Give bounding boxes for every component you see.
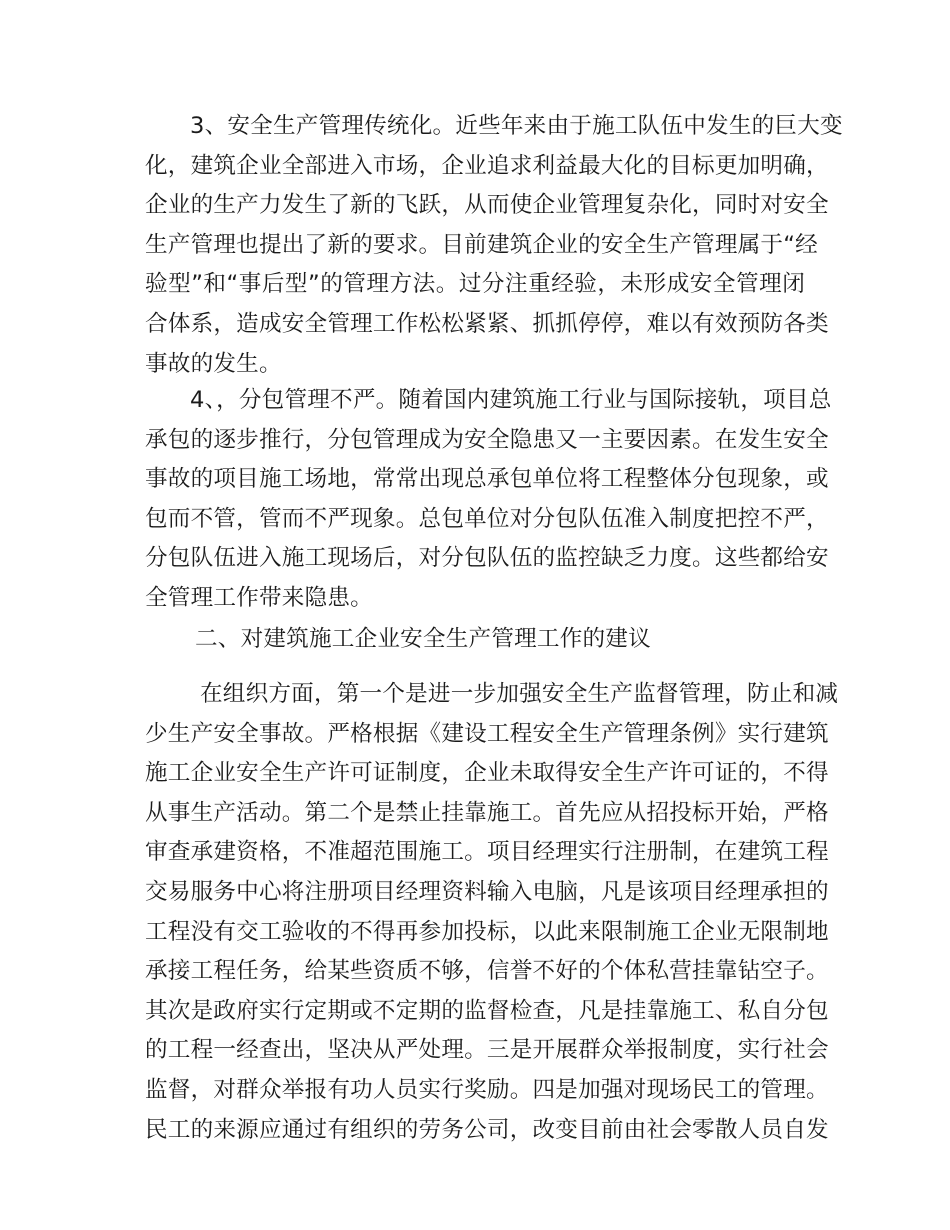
text-line: 在组织方面，第一个是进一步加强安全生产监督管理，防止和减 [200,681,839,707]
text-line: 事故的项目施工场地，常常出现总承包单位将工程整体分包现象，或 [145,466,829,493]
text-line: 化，建筑企业全部进入市场，企业追求利益最大化的目标更加明确， [145,152,829,179]
text-line: 合体系，造成安全管理工作松松紧紧、抓抓停停，难以有效预防各类 [145,310,829,337]
text-line: 的工程一经查出，坚决从严处理。三是开展群众举报制度，实行社会 [145,1037,829,1064]
text-line: 其次是政府实行定期或不定期的监督检查，凡是挂靠施工、私自分包 [145,997,829,1024]
section-heading: 二、对建筑施工企业安全生产管理工作的建议 [195,626,651,652]
text-line: 承包的逐步推行，分包管理成为安全隐患又一主要因素。在发生安全 [145,426,829,453]
text-line: 4、，分包管理不严。随着国内建筑施工行业与国际接轨，项目总 [190,387,832,413]
text-line: 承接工程任务，给某些资质不够，信誉不好的个体私营挂靠钻空子。 [145,958,829,985]
text-line: 施工企业安全生产许可证制度，企业未取得安全生产许可证的，不得 [145,760,829,787]
text-line: 分包队伍进入施工现场后，对分包队伍的监控缺乏力度。这些都给安 [145,545,829,572]
text-line: 包而不管，管而不严现象。总包单位对分包队伍准入制度把控不严， [145,505,829,532]
text-line: 民工的来源应通过有组织的劳务公司，改变目前由社会零散人员自发 [145,1116,829,1143]
text-line: 审查承建资格，不准超范围施工。项目经理实行注册制，在建筑工程 [145,839,829,866]
text-line: 企业的生产力发生了新的飞跃，从而使企业管理复杂化，同时对安全 [145,192,829,219]
paragraph-4-subcontract-management [145,381,832,619]
text-line: 事故的发生。 [145,350,282,377]
text-line: 生产管理也提出了新的要求。目前建筑企业的安全生产管理属于“经 [145,231,818,258]
text-line: 从事生产活动。第二个是禁止挂靠施工。首先应从招投标开始，严格 [145,799,829,826]
text-line: 少生产安全事故。严格根据《建设工程安全生产管理条例》实行建筑 [145,720,829,747]
text-line: 工程没有交工验收的不得再参加投标，以此来限制施工企业无限制地 [145,918,829,945]
text-line: 3、安全生产管理传统化。近些年来由于施工队伍中发生的巨大变 [190,113,843,139]
paragraph-3-traditional-management [145,107,843,384]
text-line: 交易服务中心将注册项目经理资料输入电脑，凡是该项目经理承担的 [145,878,829,905]
paragraph-organization-suggestions [145,675,839,1150]
text-line: 验型”和“事后型”的管理方法。过分注重经验，未形成安全管理闭 [145,271,805,298]
text-line: 监督，对群众举报有功人员实行奖励。四是加强对现场民工的管理。 [145,1076,829,1103]
text-line: 全管理工作带来隐患。 [145,584,373,611]
